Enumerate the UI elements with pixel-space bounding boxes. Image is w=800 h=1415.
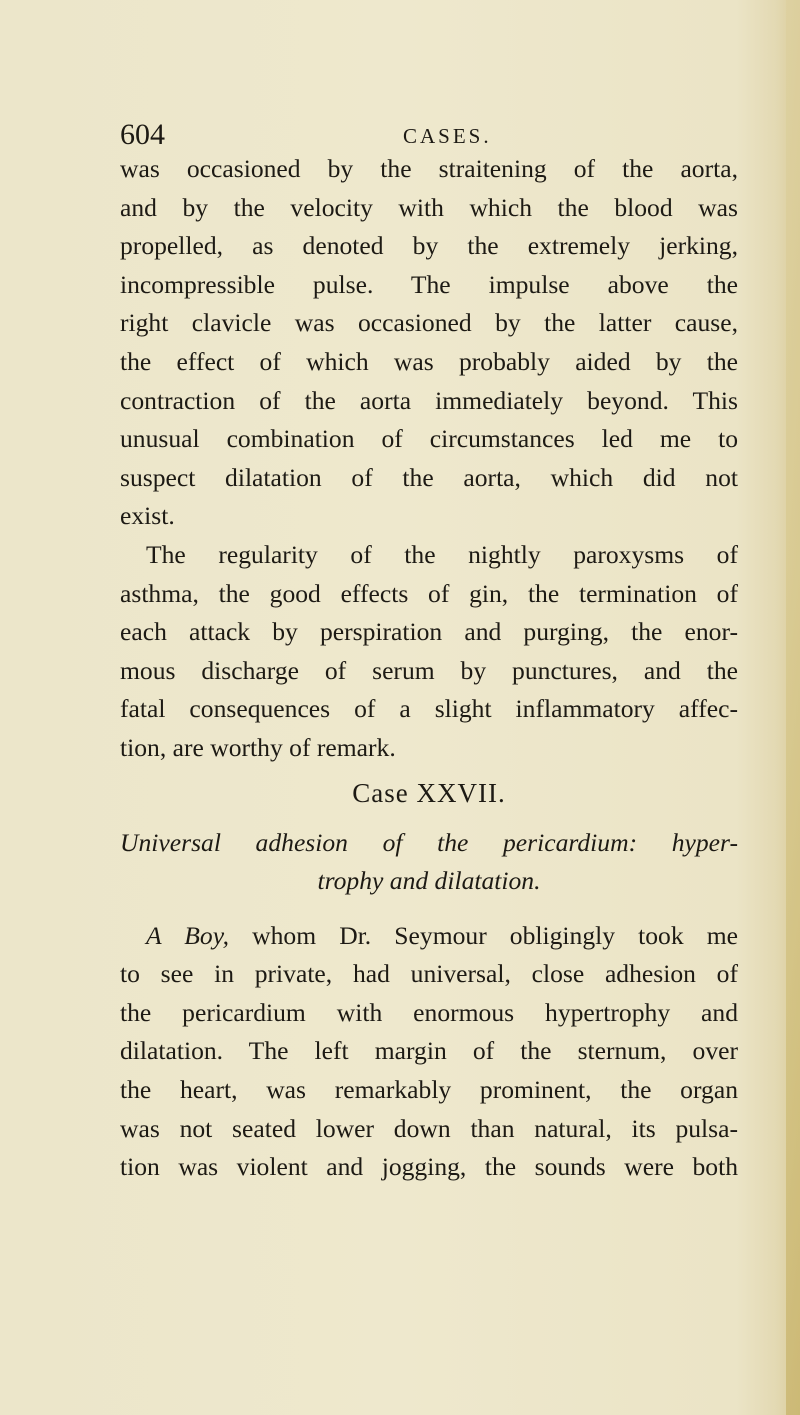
- text-line: each attack by perspiration and purging, the enor-: [120, 617, 738, 647]
- text-line: the effect of which was probably aided by the: [120, 346, 738, 376]
- body-text: [120, 150, 738, 1187]
- text-line: tion, are worthy of remark.: [120, 732, 396, 762]
- text-line: the heart, was remarkably prominent, the organ: [120, 1075, 738, 1105]
- text-line: and by the velocity with which the blood was: [120, 192, 738, 222]
- text-line: was occasioned by the straitening of the aorta,: [120, 154, 738, 183]
- page-edge-stain: [786, 0, 800, 1415]
- text-line-rest: whom Dr. Seymour obligingly took me: [229, 920, 738, 950]
- running-head: CASES.: [403, 124, 492, 148]
- text-line: tion was violent and jogging, the sounds were both: [120, 1152, 738, 1182]
- case-lead: A Boy,: [146, 920, 230, 950]
- case-subtitle-line: trophy and dilatation.: [317, 866, 541, 896]
- text-line: contraction of the aorta immediately beyond. This: [120, 385, 738, 415]
- text-line: to see in private, had universal, close adhesion of: [120, 959, 738, 989]
- text-line: propelled, as denoted by the extremely jerking,: [120, 231, 738, 261]
- case-subtitle-line: Universal adhesion of the pericardium: hyper-: [120, 827, 738, 857]
- text-line: unusual combination of circumstances led me to: [120, 424, 738, 454]
- text-line: exist.: [120, 501, 175, 531]
- case-heading: Case XXVII.: [352, 777, 506, 808]
- text-line: asthma, the good effects of gin, the termination of: [120, 578, 738, 608]
- text-line: right clavicle was occasioned by the latter cause,: [120, 308, 738, 338]
- text-line: dilatation. The left margin of the sternum, over: [120, 1036, 738, 1066]
- text-line: [120, 917, 738, 956]
- text-line: fatal consequences of a slight inflammatory affec-: [120, 694, 738, 724]
- text-line: suspect dilatation of the aorta, which did not: [120, 462, 738, 492]
- text-line: mous discharge of serum by punctures, and the: [120, 655, 738, 685]
- text-line: The regularity of the nightly paroxysms of: [146, 539, 738, 569]
- page-number: 604: [120, 118, 165, 151]
- text-line: was not seated lower down than natural, its pulsa-: [120, 1113, 738, 1143]
- text-line: the pericardium with enormous hypertrophy and: [120, 997, 738, 1027]
- text-line: incompressible pulse. The impulse above the: [120, 269, 738, 299]
- section-gap: [120, 901, 738, 917]
